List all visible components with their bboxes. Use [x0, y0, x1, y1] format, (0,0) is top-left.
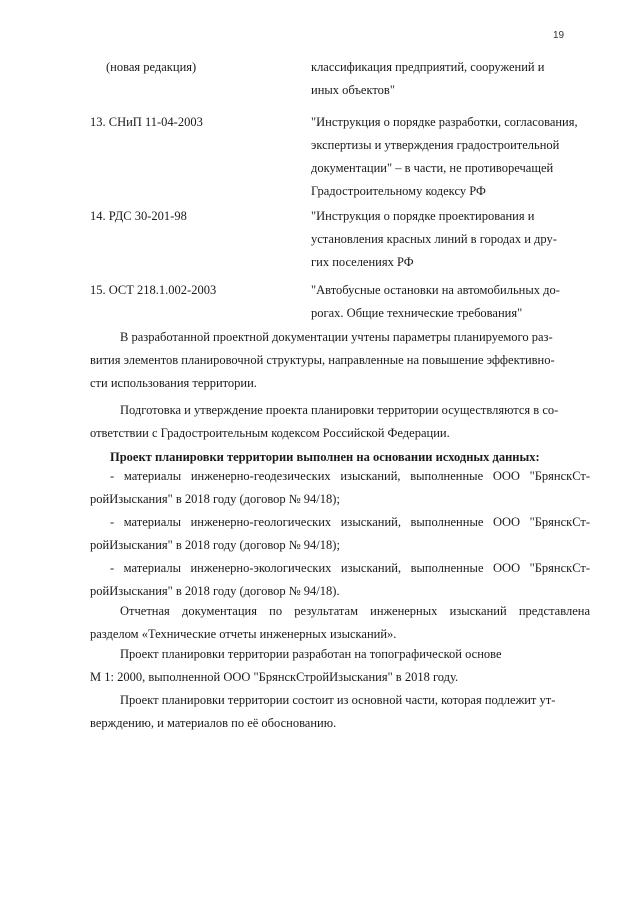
text-line: М 1: 2000, выполненной ООО "БрянскСтройИзыскания" в 2018 году.	[90, 670, 459, 684]
list-item	[90, 465, 590, 511]
text-line: "Автобусные остановки на автомобильных до-	[311, 283, 560, 297]
text-line: ройИзыскания" в 2018 году (договор № 94/18).	[90, 584, 340, 598]
text-line: рогах. Общие технические требования"	[311, 306, 523, 320]
text-line: ответствии с Градостроительным кодексом Российской Федерации.	[90, 426, 450, 440]
reference-title	[311, 279, 560, 325]
reference-code: (новая редакция)	[106, 60, 197, 74]
text-line: экспертизы и утверждения градостроительной	[311, 138, 560, 152]
text-line: Проект планировки территории состоит из основной части, которая подлежит ут-	[120, 693, 556, 707]
page-number: 19	[553, 30, 565, 41]
text-line: Проект планировки территории разработан на топографической основе	[120, 647, 502, 661]
paragraph	[90, 689, 590, 735]
text-line: ройИзыскания" в 2018 году (договор № 94/18);	[90, 492, 340, 506]
list-item	[90, 511, 590, 557]
paragraph	[90, 399, 590, 445]
text-line: установления красных линий в городах и дру-	[311, 232, 557, 246]
list-item	[90, 557, 590, 603]
text-line: гих поселениях РФ	[311, 255, 414, 269]
reference-title	[311, 205, 557, 274]
section-heading: Проект планировки территории выполнен на основании исходных данных:	[110, 450, 540, 464]
reference-code: 14. РДС 30-201-98	[90, 209, 187, 223]
text-line: В разработанной проектной документации учтены параметры планируемого раз-	[120, 330, 553, 344]
paragraph	[90, 326, 590, 395]
paragraph	[90, 600, 590, 646]
text-line: иных объектов"	[311, 83, 395, 97]
text-line: верждению, и материалов по её обоснованию.	[90, 716, 337, 730]
reference-title	[311, 111, 578, 203]
text-line: - материалы инженерно-геодезических изысканий, выполненные ООО "БрянскСт-	[110, 469, 590, 483]
text-line: Градостроительному кодексу РФ	[311, 184, 486, 198]
text-line: разделом «Технические отчеты инженерных изысканий».	[90, 627, 397, 641]
paragraph	[90, 643, 590, 689]
text-line: документации" – в части, не противоречащей	[311, 161, 554, 175]
reference-code: 13. СНиП 11-04-2003	[90, 115, 203, 129]
source-data-list	[90, 465, 590, 603]
text-line: Отчетная документация по результатам инженерных изысканий представлена	[120, 604, 590, 618]
text-line: - материалы инженерно-геологических изысканий, выполненные ООО "БрянскСт-	[110, 515, 590, 529]
text-line: сти использования территории.	[90, 376, 257, 390]
text-line: вития элементов планировочной структуры, направленные на повышение эффективно-	[90, 353, 555, 367]
text-line: "Инструкция о порядке разработки, согласования,	[311, 115, 578, 129]
text-line: ройИзыскания" в 2018 году (договор № 94/18);	[90, 538, 340, 552]
reference-title	[311, 56, 544, 102]
text-line: Подготовка и утверждение проекта планировки территории осуществляются в со-	[120, 403, 559, 417]
text-line: - материалы инженерно-экологических изысканий, выполненные ООО "БрянскСт-	[110, 561, 590, 575]
reference-code: 15. ОСТ 218.1.002-2003	[90, 283, 217, 297]
text-line: "Инструкция о порядке проектирования и	[311, 209, 535, 223]
text-line: классификация предприятий, сооружений и	[311, 60, 545, 74]
